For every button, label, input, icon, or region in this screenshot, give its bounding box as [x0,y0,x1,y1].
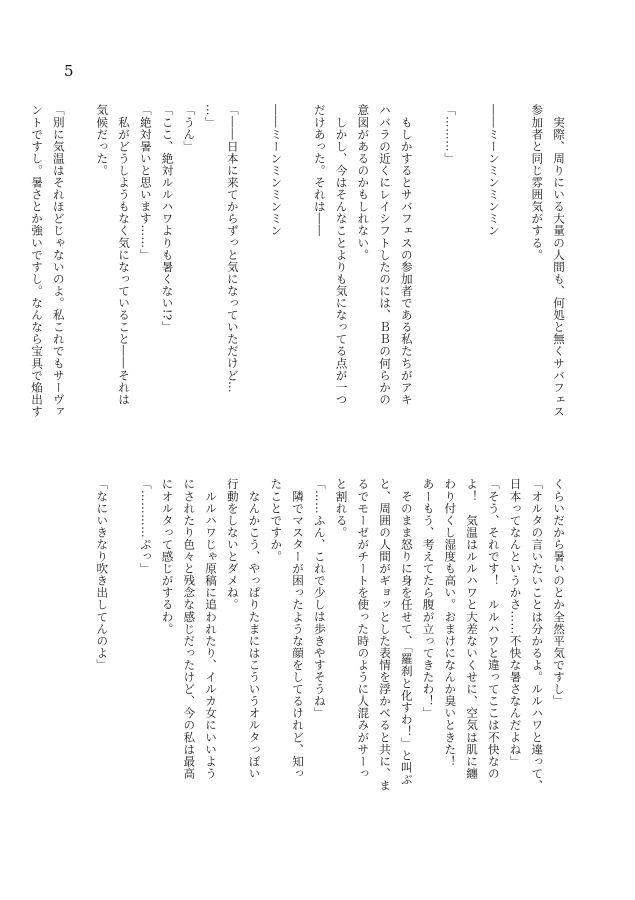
text-line: よ！ 気温はルルハワと大差ないくせに、空気は肌に纏 [465,478,479,780]
text-line: ――ミーンミンミンミン [269,104,284,237]
text-line [112,478,134,858]
text-line: 行動をしないとダメね。 [225,478,240,611]
text-line: そのまま怒りに身を任せて、「羅刹と化すわ！」と叫ぶ [399,478,414,786]
text-line: 「別に気温はそれほどじゃないのよ。私これでもサーヴァ [51,104,66,418]
text-line: 「そう、それです！ ルルハワと違ってここは不快なの [486,478,501,780]
page-number: 5 [64,62,74,80]
text-line [460,104,482,484]
text-line: 「なにいきなり吹き出してんのよ」 [95,478,110,671]
text-line: ントですし。暑さとか強いですし。なんなら宝具で焔出す [30,104,44,418]
bottom-text-block [69,478,569,858]
text-line: にオルタって感じがするわ。 [160,478,175,635]
text-line: なんかこう、やっぱりたまにはこういうオルタっぽい [247,478,262,780]
text-line [504,104,526,484]
text-line: と割れる。 [334,478,349,539]
text-line: わり付くし湿度も高い。おまけになんか臭いときた！ [443,478,458,768]
text-line: もしかするとサバフェスの参加者である私たちがアキ [399,104,414,406]
text-line: たことですか。 [269,478,284,563]
text-line: 意図があるのかもしれない。 [356,104,371,261]
text-line: 「……ふん、これで少しは歩きやすそうね」 [312,478,327,719]
text-line: しかし、今はそんなことよりも気になってる点が一つ [334,104,349,406]
text-line: だけあった。それは―― [312,104,327,237]
text-line: 「…………ぷっ」 [138,478,153,575]
top-text-block [30,104,569,484]
text-line [243,104,265,484]
text-line: ハバラの近くにレイシフトしたのには、ＢＢの何らかの [378,104,392,406]
text-line: にされたり色々と残念な感じだったけど、今の私は最高 [182,478,197,780]
text-line: …」 [204,104,218,129]
text-line: るでモーゼがチートを使った時のように人混みがサーっ [356,478,371,780]
text-line: 実際、周りにいる大量の人間も、何処と無くサバフェス [552,104,566,418]
text-line: ルルハワじゃ原稿に追われたり、イルカ女にいいよう [204,478,218,780]
text-line: くらいだから暑いのとか全然平気ですし」 [552,478,566,707]
text-line [69,104,91,484]
text-line: 私がどうしようもなく気になっていること――それは [117,104,131,406]
text-line: 「絶対暑いと思います……」 [138,104,153,261]
text-line: 「うん」 [182,104,197,153]
text-line: ――ミーンミンミンミン [486,104,501,237]
text-line: 日本ってなんというかさ……不快な暑さなんだよね」 [508,478,523,768]
text-line: 「オルタの言いたいことは分かるよ。ルルハワと違って、 [530,478,545,792]
text-line: 隣でマスターが困ったような顔をしてるけれど、知っ [291,478,305,780]
text-line: 「ここ、絶対ルルハワよりも暑くない!?」 [160,104,175,333]
text-line: 「………」 [443,104,458,165]
text-line: と、周囲の人間がギョッとした表情を浮かべると共に、ま [378,478,392,792]
text-line [417,104,439,484]
text-line: 気候だった。 [95,104,110,177]
text-line: 「――日本に来てからずっと気になっていただけど… [225,104,240,394]
text-line: あーもう、考えてたら腹が立ってきたわ！」 [421,478,436,719]
text-line: 参加者と同じ雰囲気がする。 [530,104,545,261]
text-line [286,104,308,484]
